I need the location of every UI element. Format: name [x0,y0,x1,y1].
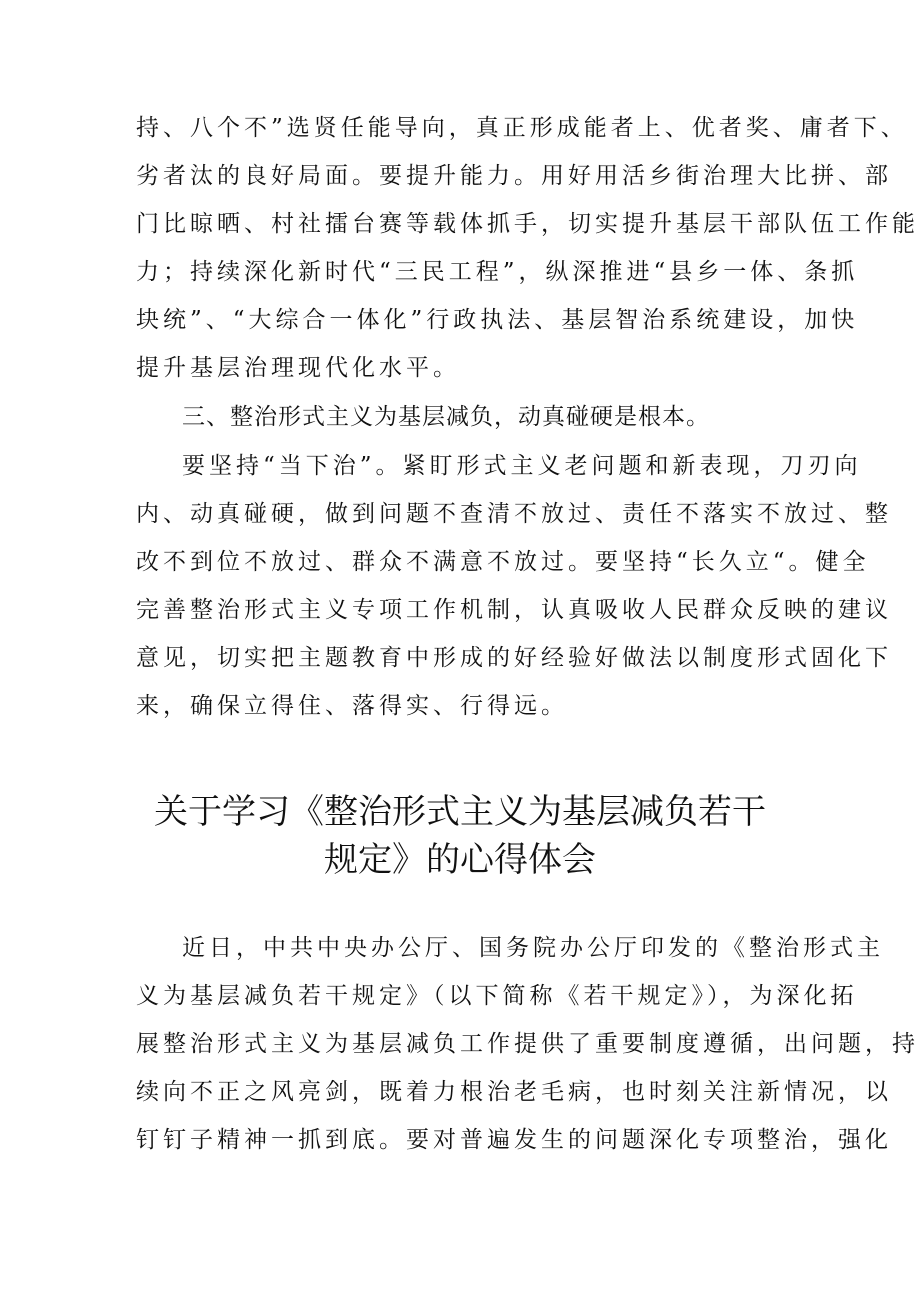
article-title-line-2: 规定》的心得体会 [324,840,596,880]
paragraph-line: 块统”、“大综合一体化”行政执法、基层智治系统建设，加快 [136,307,859,333]
paragraph-line: 要坚持“当下治”。紧盯形式主义老问题和新表现，刀刃向 [182,453,862,479]
paragraph-line: 近日，中共中央办公厅、国务院办公厅印发的《整治形式主 [182,935,884,961]
paragraph-line: 改不到位不放过、群众不满意不放过。要坚持“长久立“。健全 [136,549,870,575]
paragraph-line: 持、八个不”选贤任能导向，真正形成能者上、优者奖、庸者下、 [136,115,908,141]
paragraph-line: 义为基层减负若干规定》（以下简称《若干规定》），为深化拓 [136,983,858,1009]
section-heading: 三、整治形式主义为基层减负，动真碰硬是根本。 [182,404,710,430]
paragraph-line: 展整治形式主义为基层减负工作提供了重要制度遵循，出问题，持 [136,1031,919,1057]
paragraph-line: 来，确保立得住、落得实、行得远。 [136,693,568,719]
paragraph-line: 提升基层治理现代化水平。 [136,355,460,381]
paragraph-line: 内、动真碰硬，做到问题不查清不放过、责任不落实不放过、整 [136,501,892,527]
paragraph-line: 劣者汰的良好局面。要提升能力。用好用活乡街治理大比拼、部 [136,163,892,189]
paragraph-line: 钉钉子精神一抓到底。要对普遍发生的问题深化专项整治，强化 [136,1127,892,1153]
article-title-line-1: 关于学习《整治形式主义为基层减负若干 [154,792,766,832]
paragraph-line: 续向不正之风亮剑，既着力根治老毛病，也时刻关注新情况，以 [136,1079,892,1105]
paragraph-line: 门比晾晒、村社擂台赛等载体抓手，切实提升基层干部队伍工作能 [136,211,919,237]
paragraph-line: 完善整治形式主义专项工作机制，认真吸收人民群众反映的建议 [136,597,892,623]
paragraph-line: 力；持续深化新时代“三民工程”，纵深推进“县乡一体、条抓 [136,259,859,285]
paragraph-line: 意见，切实把主题教育中形成的好经验好做法以制度形式固化下 [136,645,892,671]
